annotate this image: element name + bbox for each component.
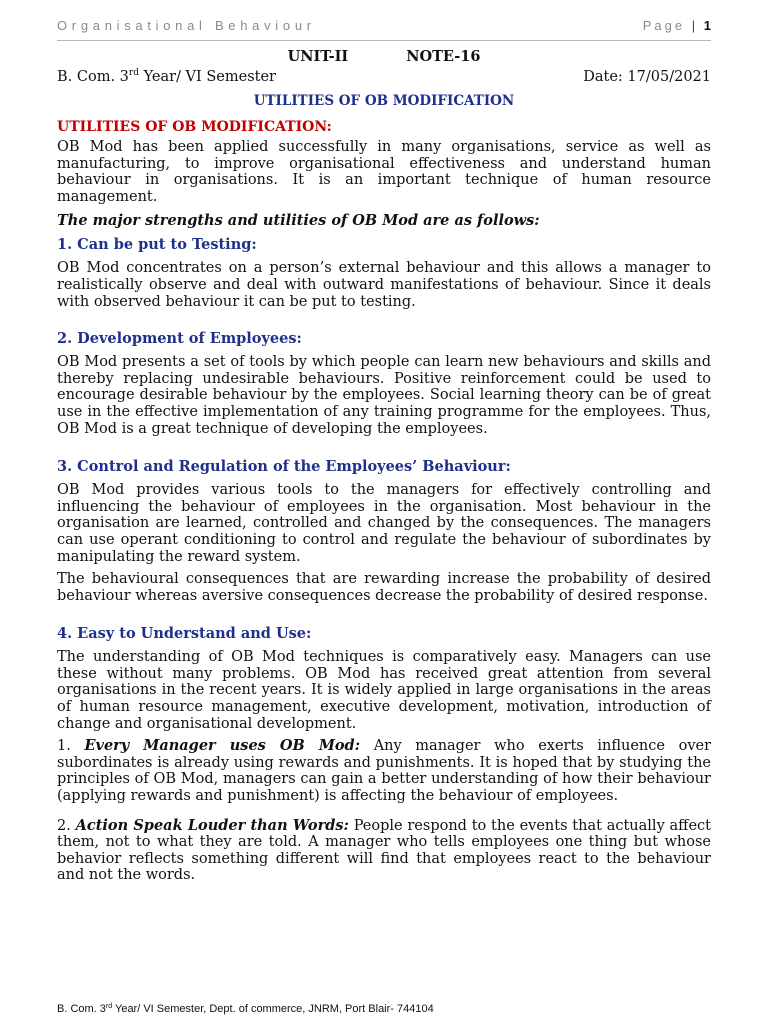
page-footer	[57, 1003, 434, 1015]
page-number: 1	[703, 18, 711, 33]
point-2	[57, 818, 711, 884]
point-1	[57, 738, 711, 804]
running-title: Organisational Behaviour	[57, 18, 316, 33]
point-2-number: 2.	[57, 817, 71, 834]
page-separator: |	[691, 18, 696, 33]
point-2-label: Action Speak Louder than Words:	[75, 816, 349, 834]
intro-paragraph: OB Mod has been applied successfully in many organisations, service as well as manufacturing, to improve organisational effectiveness and understand human behaviour in organisations. It is an important technique of human resource management.	[57, 139, 711, 205]
course-info	[57, 68, 276, 87]
unit-label: UNIT-II	[287, 48, 349, 65]
section-3-heading: 3. Control and Regulation of the Employees’ Behaviour:	[57, 458, 511, 476]
section-3-paragraph-1: OB Mod provides various tools to the managers for effectively controlling and influencing the behaviour of employees in the organisation. Most behaviour in the organisation are learned, controlled and changed by the consequences. The managers can use operant conditioning to control and regulate the behaviour of subordinates by manipulating the reward system.	[57, 482, 711, 565]
page-word: Page	[642, 18, 686, 33]
point-1-number: 1.	[57, 738, 71, 755]
note-label: NOTE-16	[406, 48, 481, 65]
section-2-paragraph: OB Mod presents a set of tools by which people can learn new behaviours and skills and thereby replacing undesirable behaviours. Positive reinforcement could be used to encourage desirable behaviour by the employees. Social learning theory can be of great use in the effective implementation of any training programme for the employees. Thus, OB Mod is a great technique of developing the employees.	[57, 354, 711, 437]
section-1-paragraph: OB Mod concentrates on a person’s external behaviour and this allows a manager to realistically observe and deal with outward manifestations of behaviour. Since it deals with observed behaviour it can be put to testing.	[57, 260, 711, 310]
footer-suffix: Year/ VI Semester, Dept. of commerce, JNRM, Port Blair- 744104	[112, 1003, 434, 1015]
lead-sentence: The major strengths and utilities of OB Mod are as follows:	[57, 212, 540, 230]
document-date: Date: 17/05/2021	[583, 69, 711, 85]
intro-heading: UTILITIES OF OB MODIFICATION:	[57, 119, 332, 135]
course-prefix: B. Com. 3	[57, 69, 129, 85]
main-title: UTILITIES OF OB MODIFICATION	[253, 93, 515, 109]
page-indicator	[643, 18, 711, 33]
section-4-paragraph: The understanding of OB Mod techniques is comparatively easy. Managers can use these without many problems. OB Mod has received great attention from several organisations in the recent years. It is widely applied in large organisations in the areas of human resource management, executive development, motivation, introduction of change and organisational development.	[57, 649, 711, 732]
section-1-heading: 1. Can be put to Testing:	[57, 236, 257, 254]
course-sup: rd	[128, 68, 139, 78]
section-2-heading: 2. Development of Employees:	[57, 330, 302, 348]
point-1-text: Any manager who exerts influence over subordinates is already using rewards and punishments. It is hoped that by studying the principles of OB Mod, managers can gain a better understanding of how their behaviour (applying rewards and punishment) is affecting the behaviour of employees.	[57, 738, 712, 805]
page-header	[57, 14, 711, 41]
footer-sup: rd	[105, 1003, 113, 1010]
footer-prefix: B. Com. 3	[57, 1003, 106, 1015]
point-2-text: People respond to the events that actually affect them, not to what they are told. A manager who tells employees one thing but whose behavior reflects something different will find that employees react to the behaviour and not the words.	[57, 817, 712, 884]
section-4-heading: 4. Easy to Understand and Use:	[57, 625, 312, 643]
page-content	[57, 44, 711, 884]
course-date-row	[57, 68, 711, 87]
section-3-paragraph-2: The behavioural consequences that are rewarding increase the probability of desired behaviour whereas aversive consequences decrease the probability of desired response.	[57, 571, 711, 604]
course-suffix: Year/ VI Semester	[138, 69, 276, 85]
point-1-label: Every Manager uses OB Mod:	[84, 737, 361, 755]
unit-note-line	[57, 47, 711, 66]
